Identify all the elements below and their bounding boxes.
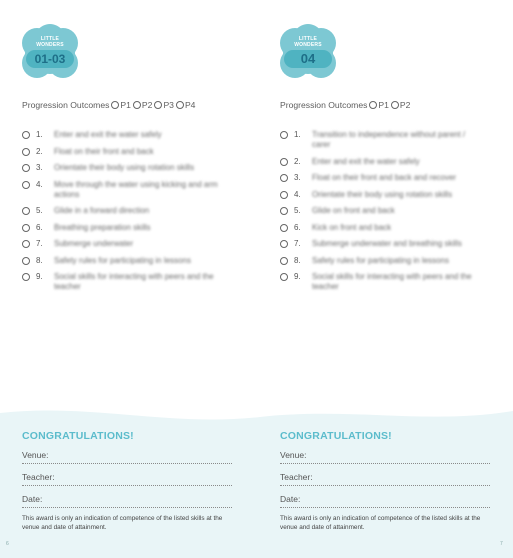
list-item: 4. Move through the water using kicking and arm actions — [22, 180, 272, 200]
outcomes-label: Progression Outcomes — [22, 100, 110, 110]
checkbox-circle-icon[interactable] — [280, 273, 288, 281]
outcome-option-p1[interactable]: P1 — [369, 100, 389, 110]
list-item: 2. Enter and exit the water safely — [280, 157, 513, 167]
checkbox-circle-icon[interactable] — [22, 131, 30, 139]
list-item: 6. Breathing preparation skills — [22, 223, 272, 233]
checkbox-circle-icon[interactable] — [22, 164, 30, 172]
skills-list — [22, 130, 272, 292]
badge-brand: LITTLE WONDERS — [36, 36, 64, 48]
date-field[interactable]: Date: — [22, 494, 232, 508]
checkbox-circle-icon[interactable] — [280, 257, 288, 265]
checkbox-circle-icon[interactable] — [22, 240, 30, 248]
list-item: 2. Float on their front and back — [22, 147, 272, 157]
checkbox-circle-icon[interactable] — [22, 257, 30, 265]
page-number-left: 6 — [6, 541, 9, 547]
radio-circle-icon[interactable] — [133, 101, 141, 109]
congratulations-title: CONGRATULATIONS! — [280, 430, 392, 442]
outcomes-label: Progression Outcomes — [280, 100, 368, 110]
list-item: 8. Safety rules for participating in lessons — [22, 256, 272, 266]
right-page — [280, 0, 513, 299]
teacher-field[interactable]: Teacher: — [22, 472, 232, 486]
list-item: 9. Social skills for interacting with peers and the teacher — [22, 272, 272, 292]
checkbox-circle-icon[interactable] — [22, 273, 30, 281]
level-badge — [22, 22, 78, 78]
list-item: 6. Kick on front and back — [280, 223, 513, 233]
list-item: 4. Orientate their body using rotation skills — [280, 190, 513, 200]
congratulations-section-left — [22, 430, 232, 532]
checkbox-circle-icon[interactable] — [280, 174, 288, 182]
checkbox-circle-icon[interactable] — [22, 148, 30, 156]
congratulations-section-right — [280, 430, 490, 532]
radio-circle-icon[interactable] — [176, 101, 184, 109]
checkbox-circle-icon[interactable] — [280, 131, 288, 139]
venue-field[interactable]: Venue: — [280, 450, 490, 464]
badge-brand: LITTLE WONDERS — [294, 36, 322, 48]
congratulations-title: CONGRATULATIONS! — [22, 430, 134, 442]
outcome-option-p4[interactable]: P4 — [176, 100, 196, 110]
list-item: 7. Submerge underwater — [22, 239, 272, 249]
checkbox-circle-icon[interactable] — [280, 240, 288, 248]
checkbox-circle-icon[interactable] — [280, 191, 288, 199]
level-badge — [280, 22, 336, 78]
list-item: 7. Submerge underwater and breathing skills — [280, 239, 513, 249]
checkbox-circle-icon[interactable] — [280, 224, 288, 232]
outcome-option-p1[interactable]: P1 — [111, 100, 131, 110]
radio-circle-icon[interactable] — [154, 101, 162, 109]
progression-outcomes — [22, 100, 272, 110]
radio-circle-icon[interactable] — [111, 101, 119, 109]
date-field[interactable]: Date: — [280, 494, 490, 508]
radio-circle-icon[interactable] — [369, 101, 377, 109]
teacher-field[interactable]: Teacher: — [280, 472, 490, 486]
award-disclaimer: This award is only an indication of competence of the listed skills at the venue and date of attainment. — [22, 515, 223, 531]
skills-list — [280, 130, 513, 292]
outcome-option-p2[interactable]: P2 — [391, 100, 411, 110]
badge-level-number: 01-03 — [34, 52, 66, 66]
outcome-option-p2[interactable]: P2 — [133, 100, 153, 110]
list-item: 5. Glide in a forward direction — [22, 206, 272, 216]
award-disclaimer: This award is only an indication of competence of the listed skills at the venue and date of attainment. — [280, 515, 481, 531]
outcome-option-p3[interactable]: P3 — [154, 100, 174, 110]
venue-field[interactable]: Venue: — [22, 450, 232, 464]
list-item: 8. Safety rules for participating in lessons — [280, 256, 513, 266]
list-item: 3. Orientate their body using rotation skills — [22, 163, 272, 173]
page-number-right: 7 — [500, 541, 503, 547]
checkbox-circle-icon[interactable] — [280, 207, 288, 215]
checkbox-circle-icon[interactable] — [22, 207, 30, 215]
checkbox-circle-icon[interactable] — [22, 181, 30, 189]
list-item: 3. Float on their front and back and recover — [280, 173, 513, 183]
radio-circle-icon[interactable] — [391, 101, 399, 109]
progression-outcomes — [280, 100, 513, 110]
checkbox-circle-icon[interactable] — [22, 224, 30, 232]
list-item: 1. Transition to independence without parent / carer — [280, 130, 513, 150]
list-item: 5. Glide on front and back — [280, 206, 513, 216]
checkbox-circle-icon[interactable] — [280, 158, 288, 166]
badge-level-number: 04 — [300, 51, 316, 66]
list-item: 1. Enter and exit the water safely — [22, 130, 272, 140]
left-page — [22, 0, 272, 299]
list-item: 9. Social skills for interacting with peers and the teacher — [280, 272, 513, 292]
